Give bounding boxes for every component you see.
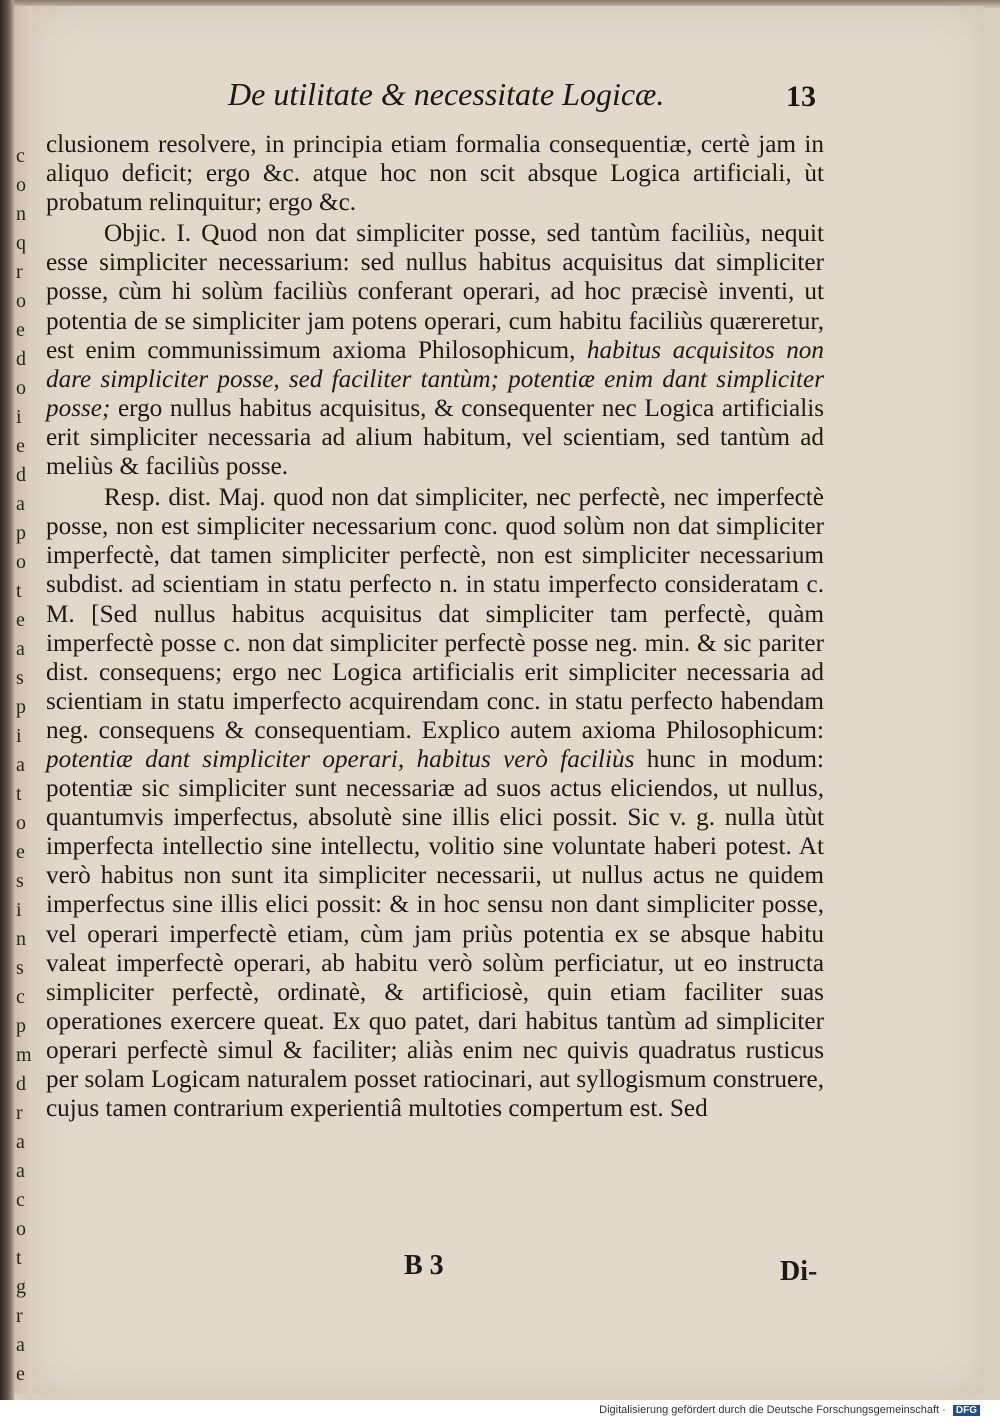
page-header xyxy=(228,76,928,120)
margin-fragment: s xyxy=(16,870,24,892)
page-number: 13 xyxy=(786,80,816,113)
margin-fragment: d xyxy=(16,464,26,486)
margin-fragment: c xyxy=(16,145,25,167)
running-head: De utilitate & necessitate Logicæ. xyxy=(228,76,665,112)
margin-fragment: a xyxy=(16,1160,25,1182)
margin-fragment: r xyxy=(16,261,23,283)
margin-fragment: o xyxy=(16,1218,26,1240)
margin-fragment: i xyxy=(16,899,22,921)
margin-fragment: p xyxy=(16,1015,26,1037)
text-segment: hunc in modum: potentiæ sic simpliciter sunt necessariæ ad suos actus eliciendos, ut nullus, quantumvis imperfectus, absolutè sine illis elici possit. Sic v. g. nulla ùtùt imperfecta intellectio sine intellectu, volitio sine voluntate haberi potest. At verò habitus non sunt ita simpliciter necessarii, ut nullus actus ne quidem imperfectus sine illis elici possit: & in hoc sensu non dant simpliciter posse, vel operari imperfectè etiam, cùm jam priùs potentia ex se absque habitu valeat imperfectè operari, ab habitu verò solùm perficiatur, ut eo instructa simpliciter perfectè, ordinatè, & artificiosè, quin etiam faciliter suas operationes exercere queat. Ex quo patet, dari habitus tantùm ad simpliciter operari perfectè simul & faciliter; aliàs enim nec quivis quadratus rusticus per solam Logicam naturalem posset ratiocinari, aut syllogismum construere, cujus tamen contrarium experientiâ multoties compertum est. Sed xyxy=(46,745,825,1123)
catchword: Di- xyxy=(780,1256,818,1287)
credit-line xyxy=(599,1404,980,1416)
paragraph xyxy=(46,130,824,217)
margin-fragment: s xyxy=(16,957,24,979)
margin-fragment: d xyxy=(16,1073,26,1095)
margin-fragment: o xyxy=(16,174,26,196)
margin-fragment: a xyxy=(16,754,25,776)
margin-fragment: q xyxy=(16,232,26,254)
page-footer xyxy=(0,1247,1000,1290)
margin-fragment: d xyxy=(16,348,26,370)
margin-fragment: o xyxy=(16,812,26,834)
margin-fragment: a xyxy=(16,493,25,515)
italic-text-segment: potentiæ dant simpliciter operari, habitus verò faciliùs xyxy=(46,745,635,773)
paragraph xyxy=(46,219,824,481)
book-spine xyxy=(0,0,14,1400)
margin-fragment: c xyxy=(16,986,25,1008)
margin-fragment: o xyxy=(16,290,26,312)
margin-fragment: t xyxy=(16,783,22,805)
margin-fragment: n xyxy=(16,928,26,950)
signature-mark: B 3 xyxy=(404,1250,444,1281)
margin-fragment: a xyxy=(16,1131,25,1153)
margin-fragment: t xyxy=(16,1247,22,1269)
margin-fragment: e xyxy=(16,319,25,341)
margin-fragment: e xyxy=(16,609,25,631)
margin-fragment: r xyxy=(16,1305,23,1327)
margin-fragment: n xyxy=(16,203,26,225)
margin-fragment: r xyxy=(16,1102,23,1124)
margin-fragment: o xyxy=(16,377,26,399)
margin-fragment: c xyxy=(16,1189,25,1211)
margin-fragment: a xyxy=(16,1334,25,1356)
italic-text-segment: habitus acquisitos non dare simpliciter posse, sed faciliter tantùm; potentiæ enim dant simpliciter posse; xyxy=(46,336,824,422)
margin-fragment: i xyxy=(16,406,22,428)
paragraph xyxy=(46,483,824,1123)
digitization-credit-bar xyxy=(0,1400,1000,1424)
margin-fragment: e xyxy=(16,841,25,863)
margin-fragment: p xyxy=(16,522,26,544)
margin-fragment: e xyxy=(16,1363,25,1385)
text-segment: clusionem resolvere, in principia etiam formalia consequentiæ, certè jam in aliquo deficit; ergo &c. atque hoc non scit absque Logica artificiali, ùt probatum relinquitur; ergo &c. xyxy=(46,131,824,217)
margin-fragment: g xyxy=(16,1276,26,1298)
margin-fragment: t xyxy=(16,580,22,602)
margin-fragment: a xyxy=(16,638,25,660)
margin-fragment: m xyxy=(16,1044,32,1066)
margin-fragment: i xyxy=(16,725,22,747)
text-segment: Objic. I. Quod non dat simpliciter posse, sed tantùm faciliùs, nequit esse simpliciter necessarium: sed nullus habitus acquisitus dat simpliciter posse, cùm hi solùm faciliùs conferant operari, ad hoc præcisè inventi, ut potentia de se simpliciter jam potens operari, cum habitu faciliùs quæreretur, est enim communissimum axioma Philosophicum, xyxy=(46,220,824,364)
text-segment: Resp. dist. Maj. quod non dat simpliciter, nec perfectè, nec imperfectè posse, non est simpliciter necessarium conc. quod solùm non dat simpliciter imperfectè, dat tamen simpliciter perfectè, non est simpliciter necessarium subdist. ad scientiam in statu perfecto n. in statu imperfecto consideratam c. M. [Sed nullus habitus acquisitus dat simpliciter tam perfectè, quàm imperfectè posse c. non dat simpliciter perfectè posse neg. min. & sic pariter dist. consequens; ergo nec Logica artificialis erit simpliciter necessaria ad scientiam in statu imperfecto acquirendam conc. in statu perfecto habendam neg. consequens & consequentiam. Explico autem axioma Philosophicum: xyxy=(46,484,824,744)
margin-fragment: e xyxy=(16,435,25,457)
body-text xyxy=(46,130,824,1123)
margin-fragment: s xyxy=(16,667,24,689)
margin-fragment: p xyxy=(16,696,26,718)
margin-fragment: o xyxy=(16,551,26,573)
dfg-logo: DFG xyxy=(953,1405,980,1416)
text-segment: ergo nullus habitus acquisitus, & consequenter nec Logica artificialis erit simpliciter necessaria ad alium habitum, vel scientiam, sed tantùm ad meliùs & faciliùs posse. xyxy=(46,394,824,481)
credit-text: Digitalisierung gefördert durch die Deutsche Forschungsgemeinschaft · xyxy=(599,1404,946,1416)
